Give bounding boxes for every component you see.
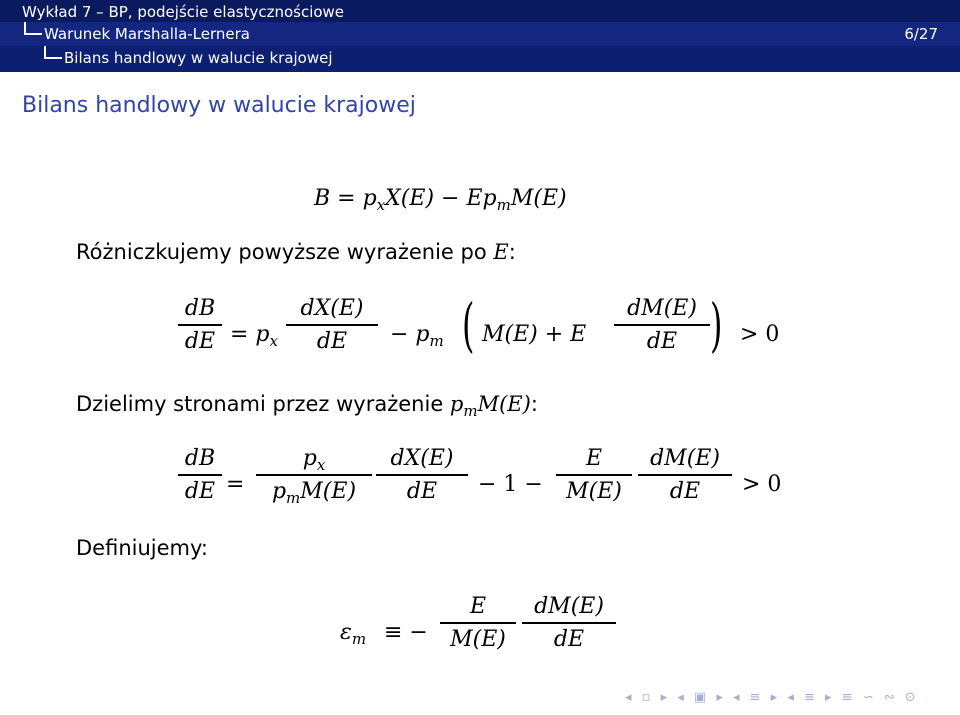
eq2-f2-den: dE <box>316 328 348 354</box>
eq2-lhs-den: dE <box>184 328 216 354</box>
section-title: Warunek Marshalla-Lernera <box>44 25 251 43</box>
eq3-f1-num: $p_x$ <box>302 446 326 474</box>
text-divide-expr: $p_mM(E)$ <box>449 392 531 420</box>
eq2-f2-num: dX(E) <box>300 296 364 321</box>
eq3-f1-den: $p_mM(E)$ <box>271 478 357 507</box>
eq2-eq-px <box>230 322 278 350</box>
eq2-f3-den: dE <box>646 328 678 354</box>
eq2-inner: M(E) + E <box>482 322 587 347</box>
eq3-frac-dX <box>376 446 468 504</box>
eq3-f3-num: E <box>585 446 603 471</box>
eq2-lhs-num: dB <box>184 296 216 321</box>
eq3-frac-px-pmM <box>256 446 372 507</box>
eq2-frac-dB-dE <box>178 296 222 354</box>
eq3-frac-E-M <box>556 446 632 504</box>
eq3-f4-num: dM(E) <box>650 446 720 471</box>
eq3-f4-den: dE <box>669 478 701 504</box>
eq1-sub-x: x <box>376 196 386 214</box>
eq4-f1-num: E <box>469 594 487 619</box>
eq2-frac-dX <box>286 296 378 354</box>
eq4-f2-den: dE <box>553 626 585 652</box>
eq3-gt-zero: > 0 <box>742 472 782 497</box>
text-differentiate-label: Różniczkujemy powyższe wyrażenie po <box>76 240 487 264</box>
eq3-lhs-den: dE <box>184 478 216 504</box>
eq2-eq: = p <box>230 322 270 347</box>
eq3-f2-den: dE <box>406 478 438 504</box>
text-divide <box>76 392 538 420</box>
eq2-frac-dM <box>614 296 710 354</box>
eq4-frac-E-M <box>440 594 516 652</box>
eq4-eps <box>340 620 367 648</box>
eq4-eps-symbol: ε <box>340 620 352 645</box>
eq3-f3-den: M(E) <box>566 478 622 504</box>
eq4-equiv: ≡ − <box>384 620 428 645</box>
eq2-sub-x: x <box>269 332 278 350</box>
beamer-navigation-bar[interactable]: ◂ ▫ ▸ ◂ ▣ ▸ ◂ ≡ ▸ ◂ ≡ ▸ ≡ ∽ ∾ ⊙ <box>625 690 919 705</box>
lecture-title: Wykład 7 – BP, podejście elastycznościowe <box>22 3 345 21</box>
text-differentiate-var: E <box>493 240 509 264</box>
eq1-sub-m: m <box>496 196 511 214</box>
eq1-rhs: M(E) <box>510 186 567 211</box>
eq3-f2-num: dX(E) <box>390 446 454 471</box>
eq3-lhs-num: dB <box>184 446 216 471</box>
text-divide-label: Dzielimy stronami przez wyrażenie <box>76 392 444 416</box>
subsection-title: Bilans handlowy w walucie krajowej <box>64 49 333 67</box>
eq3-frac-dB-dE <box>178 446 222 504</box>
header-line-3 <box>0 46 960 70</box>
equation-1 <box>314 186 567 214</box>
eq3-frac-dM <box>638 446 732 504</box>
eq2-sub-m: m <box>429 332 444 350</box>
page-number: 6/27 <box>904 25 938 43</box>
text-differentiate <box>76 240 516 264</box>
eq2-f3-num: dM(E) <box>627 296 697 321</box>
eq2-gt-zero: > 0 <box>740 322 780 347</box>
eq2-paren-right: ) <box>710 291 723 359</box>
text-define: Definiujemy: <box>76 536 208 560</box>
eq3-one: − 1 − <box>478 472 543 497</box>
eq4-f2-num: dM(E) <box>534 594 604 619</box>
header-line-1 <box>0 0 960 24</box>
eq4-frac-dM <box>522 594 616 652</box>
eq2-minus-pm <box>390 322 444 350</box>
text-divide-colon: : <box>530 392 538 416</box>
eq2-paren-left: ( <box>462 291 475 359</box>
text-divide-expr-rest: M(E) <box>477 392 531 416</box>
eq3-eq: = <box>226 472 245 497</box>
frame-title: Bilans handlowy w walucie krajowej <box>22 93 416 118</box>
header-line-2 <box>0 22 960 46</box>
eq4-f1-den: M(E) <box>450 626 506 652</box>
text-differentiate-colon: : <box>508 240 516 264</box>
eq4-sub-m: m <box>351 630 367 648</box>
eq1-lhs: B = p <box>314 186 377 211</box>
eq2-minus: − p <box>390 322 430 347</box>
eq1-mid: X(E) − Ep <box>385 186 497 211</box>
tree-connector-icon <box>24 22 42 35</box>
slide-header <box>0 0 960 72</box>
tree-connector-icon <box>44 46 62 59</box>
